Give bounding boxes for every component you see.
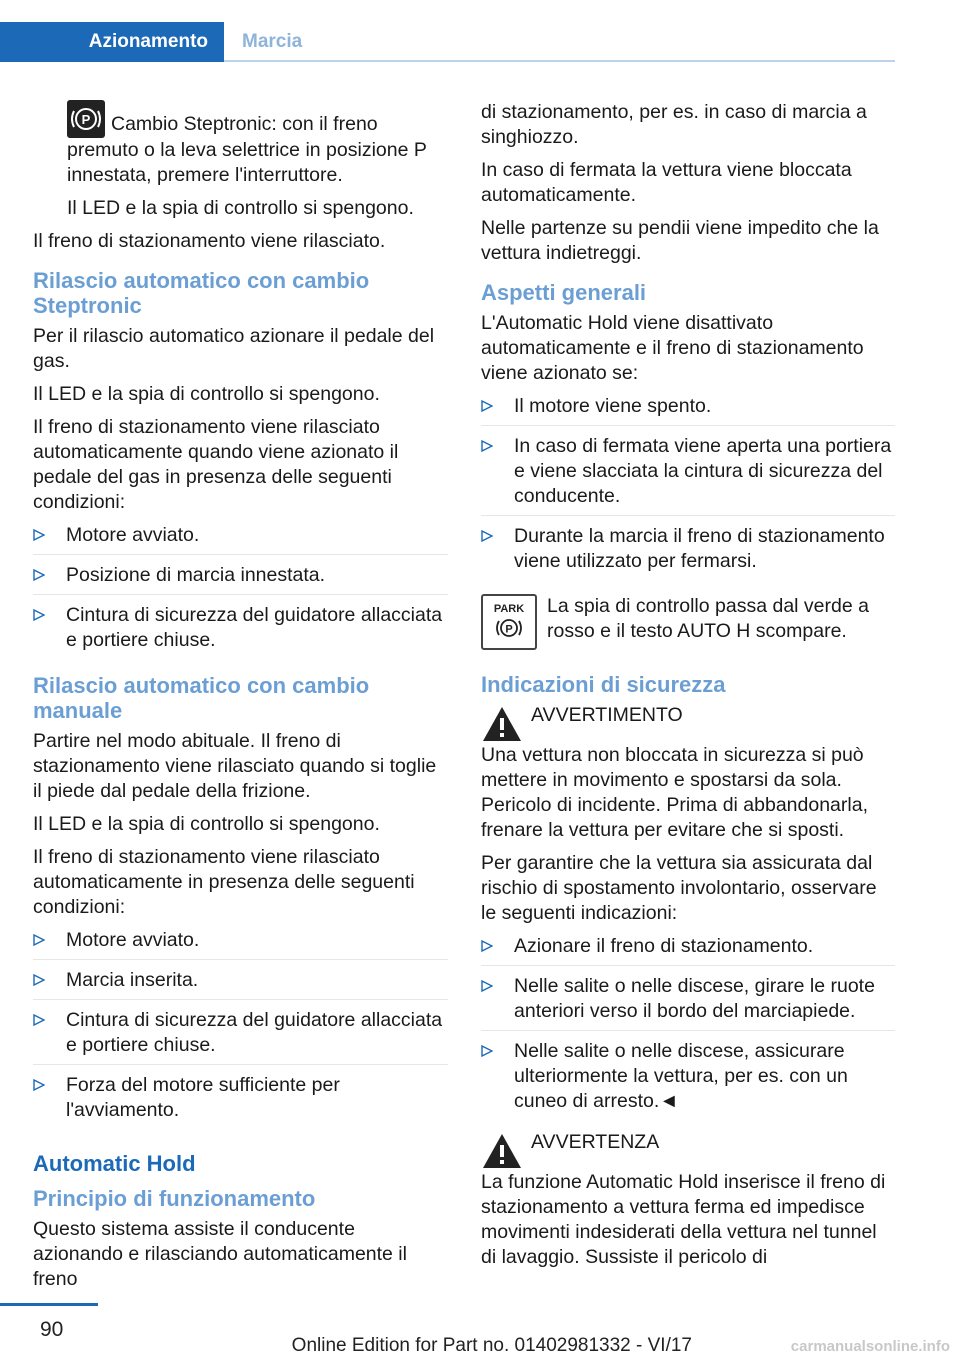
warning-title: AVVERTIMENTO: [531, 704, 683, 726]
list-item: In caso di fermata viene aperta una portiera e viene slacciata la cintura di sicurezza del conducente.: [481, 434, 895, 516]
triangle-bullet-icon: [481, 939, 493, 953]
list-item: Forza del motore sufficiente per l'avviamento.: [33, 1073, 448, 1129]
triangle-bullet-icon: [33, 973, 45, 987]
triangle-bullet-icon: [33, 568, 45, 582]
triangle-bullet-icon: [33, 528, 45, 542]
manual-para-3: Il freno di stazionamento viene rilasciato automaticamente in presenza delle seguenti condizioni:: [33, 846, 415, 918]
manual-conditions-list: [33, 928, 448, 1129]
list-item: Posizione di marcia innestata.: [33, 563, 448, 595]
list-item: Motore avviato.: [33, 523, 448, 555]
list-item: Il motore viene spento.: [481, 394, 895, 426]
chapter-header: [0, 0, 895, 62]
list-item: Durante la marcia il freno di stazionamento viene utilizzato per fermarsi.: [481, 524, 895, 580]
park-indicator-note: [481, 594, 895, 650]
list-item: Cintura di sicurezza del guidatore allacciata e portiere chiuse.: [33, 1008, 448, 1065]
list-item: Marcia inserita.: [33, 968, 448, 1000]
list-item: Azionare il freno di stazionamento.: [481, 934, 895, 966]
warning-text-2: La funzione Automatic Hold inserisce il freno di stazionamento a vettura ferma ed impedisce movimenti indesiderati della vettura nel tunnel di lavaggio. Sussiste il pericolo di: [481, 1171, 886, 1268]
manual-para-2: Il LED e la spia di controllo si spengono.: [33, 813, 380, 835]
safety-para: Per garantire che la vettura sia assicurata dal rischio di spostamento involontario, osservare le seguenti indicazioni:: [481, 852, 877, 924]
header-divider: [224, 60, 895, 62]
steptronic-para-1: Per il rilascio automatico azionare il pedale del gas.: [33, 325, 435, 372]
watermark: carmanualsonline.info: [790, 1338, 950, 1355]
continued-para-1: di stazionamento, per es. in caso di marcia a singhiozzo.: [481, 101, 867, 148]
list-item: Nelle salite o nelle discese, girare le ruote anteriori verso il bordo del marciapiede.: [481, 974, 895, 1031]
list-item: Cintura di sicurezza del guidatore allacciata e portiere chiuse.: [33, 603, 448, 659]
brake-released-text: Il freno di stazionamento viene rilasciato.: [33, 230, 386, 252]
principle-para: Questo sistema assiste il conducente azionando e rilasciando automaticamente il freno: [33, 1218, 407, 1290]
list-item: Motore avviato.: [33, 928, 448, 960]
tab-azionamento[interactable]: Azionamento: [0, 22, 224, 62]
warning-text-1: Una vettura non bloccata in sicurezza si può mettere in movimento e spostarsi da sola. Pericolo di incidente. Prima di abbandonarla, frenare la vettura per evitare che si sposti.: [481, 744, 868, 841]
led-off-text: Il LED e la spia di controllo si spengono.: [67, 197, 414, 219]
warning-block-1: [481, 703, 895, 743]
park-icon: PARK P: [481, 594, 537, 650]
triangle-bullet-icon: [33, 1078, 45, 1092]
edition-text: Online Edition for Part no. 01402981332 - VI/17: [291, 1335, 692, 1356]
heading-steptronic: Rilascio automatico con cambio Steptronic: [33, 268, 370, 318]
warning-block-2: [481, 1130, 895, 1170]
triangle-bullet-icon: [33, 933, 45, 947]
heading-general: Aspetti generali: [481, 280, 647, 305]
heading-safety: Indicazioni di sicurezza: [481, 672, 726, 697]
heading-automatic-hold: Automatic Hold: [33, 1151, 196, 1176]
svg-text:P: P: [505, 623, 513, 636]
triangle-bullet-icon: [33, 608, 45, 622]
triangle-bullet-icon: [33, 1013, 45, 1027]
manual-para-1: Partire nel modo abituale. Il freno di stazionamento viene rilasciato quando si toglie il piede dal pedale della frizione.: [33, 730, 437, 802]
footer-divider: [0, 1303, 98, 1306]
warning-title: AVVERTENZA: [531, 1131, 660, 1153]
heading-principle: Principio di funzionamento: [33, 1186, 316, 1211]
continued-para-3: Nelle partenze su pendii viene impedito che la vettura indietreggi.: [481, 217, 879, 264]
list-item: Nelle salite o nelle discese, assicurare ulteriormente la vettura, per es. con un cuneo di arresto.◄: [481, 1039, 895, 1120]
general-para: L'Automatic Hold viene disattivato automaticamente e il freno di stazionamento viene azionato se:: [481, 312, 864, 384]
triangle-bullet-icon: [481, 399, 493, 413]
page-number: 90: [40, 1318, 64, 1341]
steptronic-conditions-list: [33, 523, 448, 659]
left-column: [33, 100, 448, 1300]
parking-brake-icon: [67, 100, 105, 138]
svg-text:P: P: [81, 112, 91, 127]
safety-list: [481, 934, 895, 1120]
general-list: [481, 394, 895, 580]
heading-manual: Rilascio automatico con cambio manuale: [33, 673, 370, 723]
warning-triangle-icon: [481, 705, 523, 743]
steptronic-para-3: Il freno di stazionamento viene rilasciato automaticamente quando viene azionato il pedale del gas in presenza delle seguenti condizioni:: [33, 416, 399, 513]
triangle-bullet-icon: [481, 439, 493, 453]
right-column: [481, 100, 895, 1278]
continued-para-2: In caso di fermata la vettura viene bloccata automaticamente.: [481, 159, 852, 206]
warning-triangle-icon: [481, 1132, 523, 1170]
triangle-bullet-icon: [481, 979, 493, 993]
park-note-text: La spia di controllo passa dal verde a rosso e il testo AUTO H scompare.: [547, 595, 869, 642]
triangle-bullet-icon: [481, 529, 493, 543]
steptronic-para-2: Il LED e la spia di controllo si spengono.: [33, 383, 380, 405]
parking-brake-intro: P Cambio Steptronic: con il freno premuto o la leva selettrice in posizione P innestata, premere l'interruttore.: [33, 100, 448, 188]
triangle-bullet-icon: [481, 1044, 493, 1058]
tab-marcia[interactable]: Marcia: [242, 31, 303, 52]
